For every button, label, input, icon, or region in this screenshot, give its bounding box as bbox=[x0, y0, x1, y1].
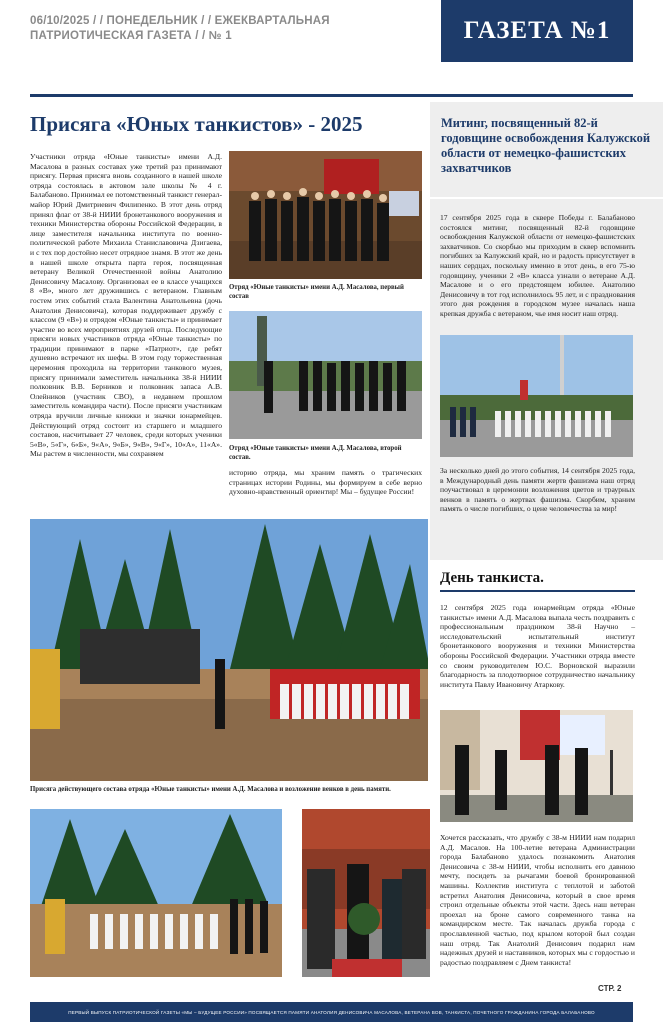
sidebar-text-2: За несколько дней до этого события, 14 сентября 2025 года, в Международный день памяти жертв фашизма наш отряд поучаствовал в церемонии возложения цветов и траурных венков в память о жертвах фашизма. Скорбим, храним память о числе погибших, о цене человечества за мир! bbox=[440, 466, 635, 514]
article-body-col2: историю отряда, мы храним память о трагических страницах истории Родины, мы формируем в себе верно духовно-нравственный ориентир! Мы – будущее России! bbox=[229, 468, 422, 497]
photo-caption-2: Отряд «Юные танкисты» имени А.Д. Масалова, второй состав. bbox=[229, 445, 402, 461]
article-body-col1: Участники отряда «Юные танкисты» имени А.Д. Масалова в разных составах уже третий раз принимают присягу. Первая присяга вновь созданного в нашей школе отряда состоялась в актовом зале школы № 4 г. Балабаново. Принимал ее потомственный танкист генерал-майор Юрий Дмитриевич Филипенко. В этот день отряд принял флаг от 38-й НИИИ бронетанкового вооружения и техники Министерства обороны Российской Федерации, в лице заместителя начальника института по военно-политической работе Михаила Станиславовича Дзигаева, и с тех пор достойно несет отрядное знамя. В этот же день в нашей школе открыта парта героя, посвященная ветерану Великой Отечественной войны Анатолию Денисовичу Масалову. Организовал ее в классе учащихся 8 «В», много лет дружившись с ветераном. Главным гостем этих событий стала Валентина Анатольевна (дочь Анатолия Денисовича), которая поддерживает дружбу с классом (9 «В») и отрядом «Юные танкисты» и принимает участие во всех мероприятиях друзей отца. Последующие присяги новых участников отряда «Юные танкисты» по традиции принимают в парке «Патриот», где ребят душевно встречают их шефы. В этом году торжественная церемония проходила на территории танкового музея, присягу принимали заместитель начальника 38-й НИИИ полковник В.В. Берников и полковник запаса А.В. Олейников (участник СВО), в недавнем прошлом заместитель командира части). После присяги участникам отряда вручили личные книжки и значки юнармейцев. Действующий отряд состоит из старшего и младшего составов, насчитывает 27 человек, среди которых ученики 5«В», 5«Г», 6«Б», 9«А», 9«Б», 9«В», 9«Г», 10«А», 11«А». Мы растем в численности, мы сохраняем bbox=[30, 152, 222, 459]
photo-second-squad bbox=[229, 311, 422, 439]
sidebar-text-1: 17 сентября 2025 года в сквере Победы г. Балабаново состоялся митинг, посвященный 82-й годовщине освобождения Калужской области от немецко-фашистских захватчиков. Со скорбью мы приходим в сквер вспомнить погибших за Калужский край, но и радость присутствует в наших сердцах, поскольку именно в этот день, в его 75-ю годовщину, ученики 2 «В» класса узнали о ветеране А.Д. Масалове и о его предстоящем юбилее. Анатолию Денисовичу в тот год исполнилось 95 лет, и с празднования этого дня рождения в городском музее началась наша крепкая дружба с ветераном, чье имя носит наш отряд. bbox=[440, 213, 635, 318]
header-divider bbox=[30, 94, 633, 97]
footer-banner: ПЕРВЫЙ ВЫПУСК ПАТРИОТИЧЕСКОЙ ГАЗЕТЫ «МЫ – БУДУЩЕЕ РОССИИ» ПОСВЯЩАЕТСЯ ПАМЯТИ АНАТОЛИЯ ДЕНИСОВИЧА МАСАЛОВА, ВЕТЕРАНА ВОВ, ТАНКИСТА, ПОЧЕТНОГО ГРАЖДАНИНА ГОРОДА БАЛАБАНОВО bbox=[30, 1002, 633, 1022]
tank-day-divider bbox=[440, 590, 635, 592]
photo-oath-ceremony bbox=[30, 519, 428, 781]
header-meta bbox=[30, 14, 410, 44]
sidebar-divider bbox=[430, 197, 663, 199]
tank-day-text-2: Хочется рассказать, что дружбу с 38-м НИИИ нам подарил А.Д. Масалов. На 100-летие ветерана Администрации города Балабаново удалось познакомить Анатолия Денисовича с 38-м НИИИ, чтобы исполнить его давнюю мечту, посидеть за рычагами боевой бронированной машины. Коллектив института с теплотой и заботой встретил Анатолия Денисовича, который в свое время строил отдельные объекты этой части. Здесь наш ветеран проехал на броне самого современного танка на командирском месте. Так началась дружба города с прославленной частью, под крылом которой был создан наш отряд. Так Анатолий Денисович подарил нам надежных друзей и наставников, которых мы с гордостью и радостью поздравляем с Днем танкиста! bbox=[440, 833, 635, 967]
header-date-line: 06/10/2025 / / ПОНЕДЕЛЬНИК / / ЕЖЕКВАРТАЛЬНАЯ bbox=[30, 15, 330, 27]
photo-caption-3: Присяга действующего состава отряда «Юные танкисты» имени А.Д. Масалова и возложение венков в день памяти. bbox=[30, 786, 391, 793]
page-number: СТР. 2 bbox=[598, 984, 622, 993]
sidebar-title: Митинг, посвященный 82-й годовщине освобождения Калужской области от немецко-фашистских захватчиков bbox=[441, 116, 651, 175]
article-title: Присяга «Юных танкистов» - 2025 bbox=[30, 112, 363, 136]
photo-caption-1: Отряд «Юные танкисты» имени А.Д. Масалова, первый состав bbox=[229, 284, 404, 300]
photo-memorial-rally bbox=[440, 335, 633, 457]
photo-tank-day-award bbox=[440, 710, 633, 822]
photo-first-squad bbox=[229, 151, 422, 279]
masthead: ГАЗЕТА №1 bbox=[441, 0, 633, 62]
tank-day-text-1: 12 сентября 2025 года юнармейцам отряда «Юные танкисты» имени А.Д. Масалова выпала честь поздравить с профессиональным праздником 38-й Научно – исследовательский испытательный институт бронетанкового вооружения и техники Министерства обороны Российской Федерации. Участники отряда вместе со своим руководителем Ю.С. Ворновской выразили благодарность за плодотворное сотрудничество начальнику института Павлу Ивановичу Атаркову. bbox=[440, 603, 635, 689]
photo-wreath-laying bbox=[30, 809, 282, 977]
photo-memorial-wreath bbox=[302, 809, 430, 977]
tank-day-heading: День танкиста. bbox=[440, 570, 544, 586]
header-publication-line: ПАТРИОТИЧЕСКАЯ ГАЗЕТА / / № 1 bbox=[30, 30, 232, 42]
